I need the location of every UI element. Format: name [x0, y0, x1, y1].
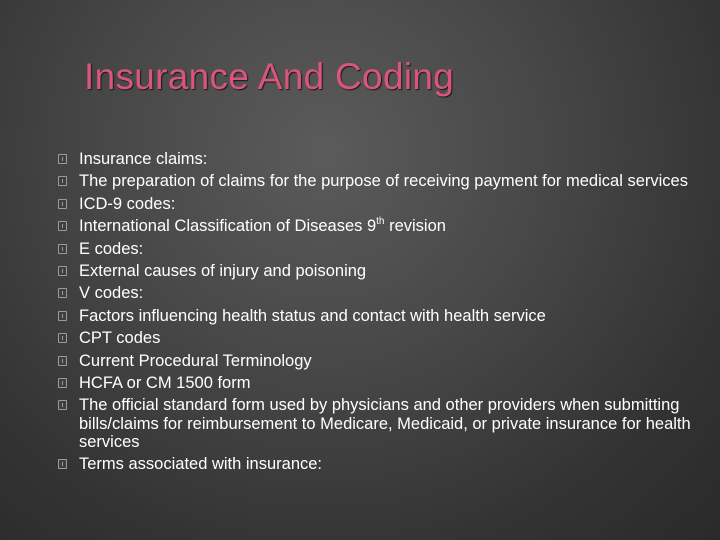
missing-glyph-box-icon — [58, 311, 67, 321]
missing-glyph-box-icon — [58, 199, 67, 209]
bullet-item — [0, 195, 720, 213]
missing-glyph-box-icon — [58, 333, 67, 343]
bullet-item — [0, 217, 720, 235]
bullet-item — [0, 172, 720, 190]
missing-glyph-box-icon — [58, 154, 67, 164]
bullet-item — [0, 329, 720, 347]
missing-glyph-box-icon — [58, 266, 67, 276]
bullet-text: Insurance claims: — [79, 150, 208, 168]
bullet-item — [0, 374, 720, 392]
bullet-item — [0, 150, 720, 168]
missing-glyph-box-icon — [58, 244, 67, 254]
slide-title: Insurance And Coding — [84, 56, 455, 97]
missing-glyph-box-icon — [58, 378, 67, 388]
bullet-item — [0, 284, 720, 302]
bullet-text: The preparation of claims for the purpose of receiving payment for medical services — [79, 172, 688, 191]
bullet-text: Current Procedural Terminology — [79, 351, 312, 370]
bullet-text-continued: revision — [384, 217, 446, 236]
missing-glyph-box-icon — [58, 356, 67, 366]
bullet-text: Terms associated with insurance: — [79, 455, 323, 474]
bullet-text: HCFA or CM 1500 form — [79, 373, 251, 392]
missing-glyph-box-icon — [58, 400, 67, 410]
bullet-item — [0, 307, 720, 325]
bullet-text: CPT codes — [79, 329, 161, 348]
bullet-item — [0, 262, 720, 280]
bullet-item — [0, 352, 720, 370]
missing-glyph-box-icon — [58, 459, 67, 469]
missing-glyph-box-icon — [58, 288, 67, 298]
bullet-text: International Classification of Diseases 9 — [79, 217, 377, 236]
bullet-text: The official standard form used by physicians and other providers when submitting bills/claims for reimbursement to Medicare, Medicaid, or private insurance for health services — [79, 396, 691, 451]
bullet-item — [0, 396, 720, 451]
superscript-th: th — [376, 215, 385, 227]
bullet-text: E codes: — [79, 239, 144, 258]
missing-glyph-box-icon — [58, 221, 67, 231]
bullet-text: Factors influencing health status and contact with health service — [79, 306, 546, 325]
bullet-list — [0, 150, 720, 478]
missing-glyph-box-icon — [58, 176, 67, 186]
bullet-text: External causes of injury and poisoning — [79, 261, 367, 280]
bullet-item — [0, 240, 720, 258]
bullet-text: ICD-9 codes: — [79, 194, 176, 213]
bullet-item — [0, 455, 720, 473]
bullet-text: V codes: — [79, 284, 144, 303]
